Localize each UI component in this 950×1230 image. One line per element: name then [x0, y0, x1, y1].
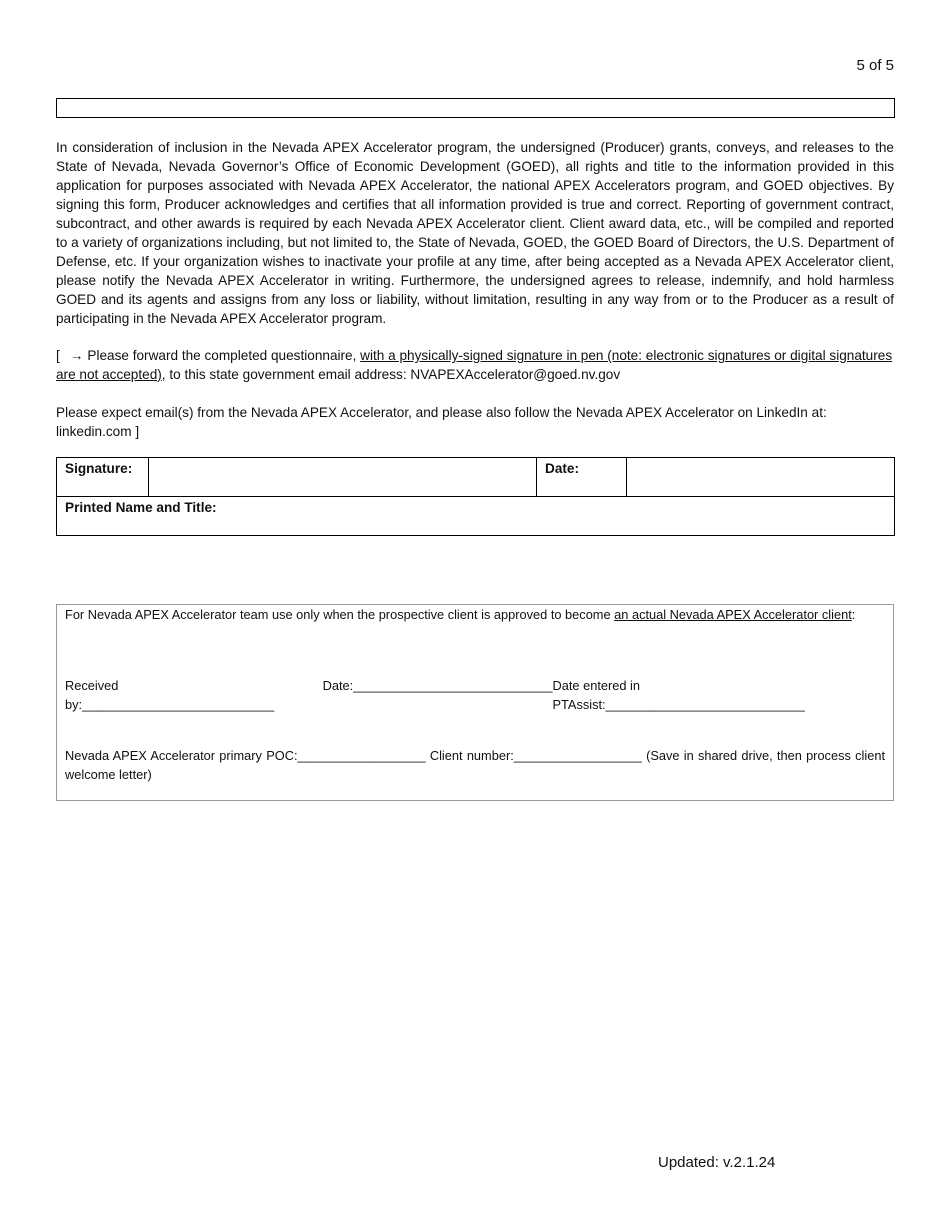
staff-date-field[interactable]: Date:____________________________: [322, 678, 553, 693]
signature-table: [56, 457, 895, 536]
received-by-field[interactable]: Received by:___________________________: [65, 678, 275, 712]
linkedin-note: Please expect email(s) from the Nevada APEX Accelerator, and please also follow the Nevada APEX Accelerator on LinkedIn at: linkedin.com ]: [56, 405, 827, 439]
consent-paragraph: In consideration of inclusion in the Nevada APEX Accelerator program, the undersigned (Producer) grants, conveys, and releases to the State of Nevada, Nevada Governor’s Office of Economic Development (GOED), all rights and title to the information provided in this application for purposes associated with Nevada APEX Accelerator, the national APEX Accelerators program, and GOED objectives. By signing this form, Producer acknowledges and certifies that all information provided is true and correct. Reporting of government contract, subcontract, and other awards is required by each Nevada APEX Accelerator client. Client award data, etc., will be compiled and reported to a variety of organizations including, but not limited to, the State of Nevada, GOED, the GOED Board of Directors, the U.S. Department of Defense, etc. If your organization wishes to inactivate your profile at any time, after being accepted as a Nevada APEX Accelerator client, please notify the Nevada APEX Accelerator in writing. Furthermore, the undersigned agrees to release, indemnify, and hold harmless GOED and its agents and assigns from any loss or liability, without limitation, resulting in any way from or to the Producer as a result of participating in the Nevada APEX Accelerator program.: [56, 140, 894, 326]
printed-name-label: Printed Name and Title:: [65, 500, 217, 515]
signature-field[interactable]: [149, 458, 537, 497]
page-number: 5 of 5: [856, 57, 894, 74]
open-bracket: [: [56, 348, 60, 363]
date-label: Date:: [537, 458, 627, 497]
staff-intro-underlined: an actual Nevada APEX Accelerator client: [614, 607, 852, 622]
signature-requirement-text: with a physically-signed signature in pen (note: electronic signatures or digital signatures are not accepted): [56, 348, 893, 382]
email-address-text: , to this state government email address: NVAPEXAccelerator@goed.nv.gov: [161, 367, 621, 382]
date-entered-field[interactable]: Date entered in PTAssist:____________________________: [552, 678, 805, 712]
printed-name-field[interactable]: [57, 497, 895, 536]
poc-line[interactable]: Nevada APEX Accelerator primary POC:__________________ Client number:__________________ (Save in shared drive, then process client welcome letter): [65, 748, 885, 782]
staff-intro: [65, 605, 885, 624]
arrow-right-icon: →: [69, 348, 84, 363]
signature-label: Signature:: [57, 458, 149, 497]
forward-note: [56, 346, 894, 384]
staff-intro-end: :: [851, 607, 856, 622]
date-field[interactable]: [627, 458, 895, 497]
staff-intro-text: For Nevada APEX Accelerator team use only when the prospective client is approved to become: [65, 607, 611, 622]
empty-header-box: [56, 98, 895, 118]
staff-received-row: [65, 676, 885, 714]
version-footer: Updated: v.2.1.24: [658, 1154, 776, 1171]
forward-lead-text: Please forward the completed questionnaire,: [87, 348, 357, 363]
staff-use-box: [56, 604, 894, 801]
